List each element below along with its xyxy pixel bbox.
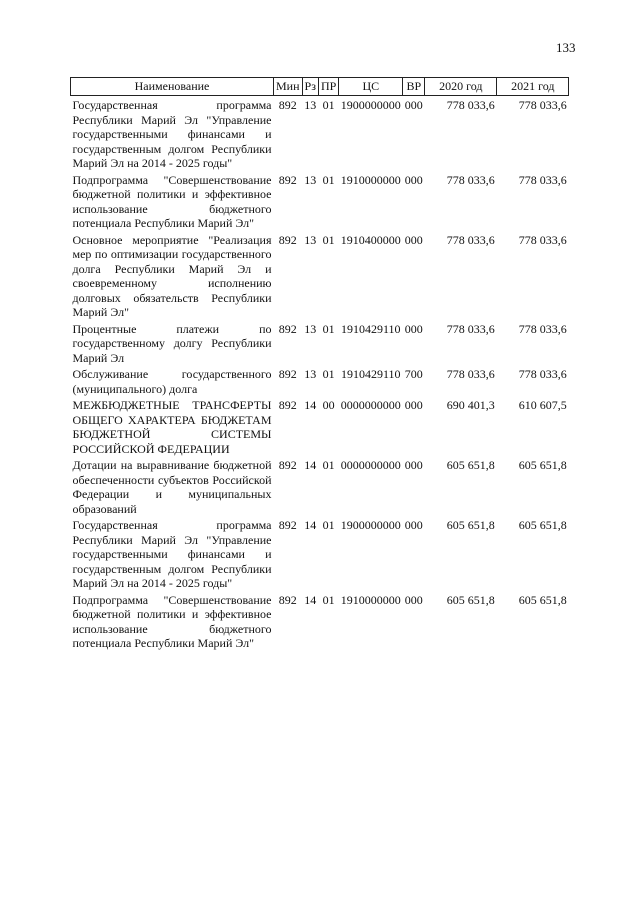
row-pr: 01 <box>322 458 335 472</box>
row-name: Государственная программа Республики Марий Эл "Управление государственными финансами и государственным долгом Республики Марий Эл на 2014 - 2025 годы" <box>72 98 272 170</box>
row-vr: 000 <box>404 592 423 607</box>
row-rz: 13 <box>304 232 317 247</box>
row-amount-2020: 690 401,3 <box>446 398 495 412</box>
row-amount-2021: 778 033,6 <box>518 321 567 336</box>
row-min: 892 <box>278 232 297 247</box>
row-amount-2020: 778 033,6 <box>446 321 495 336</box>
row-rz: 13 <box>304 98 317 112</box>
row-cs: 0000000000 <box>340 398 401 412</box>
column-header-min: Мин <box>274 78 303 96</box>
row-vr: 000 <box>404 321 423 336</box>
row-min: 892 <box>278 321 297 336</box>
row-min: 892 <box>278 367 297 381</box>
row-amount-2021: 778 033,6 <box>518 232 567 247</box>
column-header-name: Наименование <box>71 78 274 96</box>
row-cs: 0000000000 <box>340 458 401 472</box>
row-amount-2020: 605 651,8 <box>446 458 495 472</box>
row-amount-2021: 778 033,6 <box>518 367 567 381</box>
row-cs: 1910000000 <box>340 592 401 607</box>
table-row <box>71 365 569 396</box>
row-amount-2020: 778 033,6 <box>446 172 495 187</box>
row-pr: 01 <box>322 98 335 112</box>
table-header-row <box>71 78 569 96</box>
table-row <box>71 591 569 651</box>
row-amount-2020: 778 033,6 <box>446 98 495 112</box>
row-name: Дотации на выравнивание бюджетной обеспеченности субъектов Российской Федерации и муниципальных образований <box>72 458 272 516</box>
row-cs: 1910429110 <box>341 367 401 381</box>
row-vr: 000 <box>404 398 423 412</box>
row-pr: 01 <box>322 367 335 381</box>
row-rz: 13 <box>304 367 317 381</box>
row-min: 892 <box>278 458 297 472</box>
row-vr: 000 <box>404 98 423 112</box>
row-amount-2021: 605 651,8 <box>518 592 567 607</box>
row-name: Государственная программа Республики Марий Эл "Управление государственными финансами и государственным долгом Республики Марий Эл на 2014 - 2025 годы" <box>72 518 272 590</box>
row-cs: 1910429110 <box>341 321 401 336</box>
table-row <box>71 456 569 516</box>
row-name: Обслуживание государственного (муниципального) долга <box>72 367 272 396</box>
row-pr: 00 <box>322 398 335 412</box>
row-amount-2020: 778 033,6 <box>446 232 495 247</box>
table-body <box>71 96 569 651</box>
row-cs: 1910000000 <box>340 172 401 187</box>
column-header-rz: Рз <box>302 78 318 96</box>
row-name: Основное мероприятие "Реализация мер по оптимизации государственного долга Республики Марий Эл и своевременному исполнению долговых обязательств Республики Марий Эл" <box>72 232 272 319</box>
table-row <box>71 516 569 591</box>
row-name: Подпрограмма "Совершенствование бюджетной политики и эффективное использование бюджетного потенциала Республики Марий Эл" <box>72 592 272 650</box>
column-header-2020: 2020 год <box>425 78 497 96</box>
row-pr: 01 <box>322 172 335 187</box>
budget-table <box>70 77 569 651</box>
row-amount-2020: 605 651,8 <box>446 518 495 532</box>
column-header-2021: 2021 год <box>497 78 569 96</box>
table-row <box>71 396 569 456</box>
table-row <box>71 96 569 171</box>
row-amount-2021: 610 607,5 <box>518 398 567 412</box>
row-pr: 01 <box>322 592 335 607</box>
row-rz: 14 <box>304 592 317 607</box>
row-min: 892 <box>278 98 297 112</box>
row-amount-2020: 778 033,6 <box>446 367 495 381</box>
row-vr: 700 <box>404 367 423 381</box>
row-name: МЕЖБЮДЖЕТНЫЕ ТРАНСФЕРТЫ ОБЩЕГО ХАРАКТЕРА БЮДЖЕТАМ БЮДЖЕТНОЙ СИСТЕМЫ РОССИЙСКОЙ ФЕДЕРАЦИИ <box>72 398 272 456</box>
row-min: 892 <box>278 172 297 187</box>
row-cs: 1900000000 <box>340 98 401 112</box>
row-amount-2021: 605 651,8 <box>518 458 567 472</box>
table-row <box>71 171 569 231</box>
row-pr: 01 <box>322 321 335 336</box>
row-min: 892 <box>278 398 297 412</box>
row-pr: 01 <box>322 232 335 247</box>
row-rz: 14 <box>304 518 317 532</box>
row-pr: 01 <box>322 518 335 532</box>
column-header-cs: ЦС <box>339 78 403 96</box>
row-min: 892 <box>278 592 297 607</box>
row-name: Подпрограмма "Совершенствование бюджетной политики и эффективное использование бюджетного потенциала Республики Марий Эл" <box>72 172 272 230</box>
row-amount-2021: 605 651,8 <box>518 518 567 532</box>
page-number: 133 <box>556 40 576 55</box>
table-row <box>71 231 569 320</box>
row-rz: 14 <box>304 458 317 472</box>
row-vr: 000 <box>404 518 423 532</box>
table-row <box>71 320 569 366</box>
row-amount-2021: 778 033,6 <box>518 172 567 187</box>
row-rz: 14 <box>304 398 317 412</box>
row-min: 892 <box>278 518 297 532</box>
row-cs: 1900000000 <box>340 518 401 532</box>
row-rz: 13 <box>304 321 317 336</box>
row-cs: 1910400000 <box>340 232 401 247</box>
column-header-vr: ВР <box>403 78 425 96</box>
row-rz: 13 <box>304 172 317 187</box>
row-vr: 000 <box>404 458 423 472</box>
column-header-pr: ПР <box>318 78 338 96</box>
row-vr: 000 <box>404 172 423 187</box>
row-amount-2021: 778 033,6 <box>518 98 567 112</box>
row-vr: 000 <box>404 232 423 247</box>
row-amount-2020: 605 651,8 <box>446 592 495 607</box>
row-name: Процентные платежи по государственному долгу Республики Марий Эл <box>72 321 272 365</box>
